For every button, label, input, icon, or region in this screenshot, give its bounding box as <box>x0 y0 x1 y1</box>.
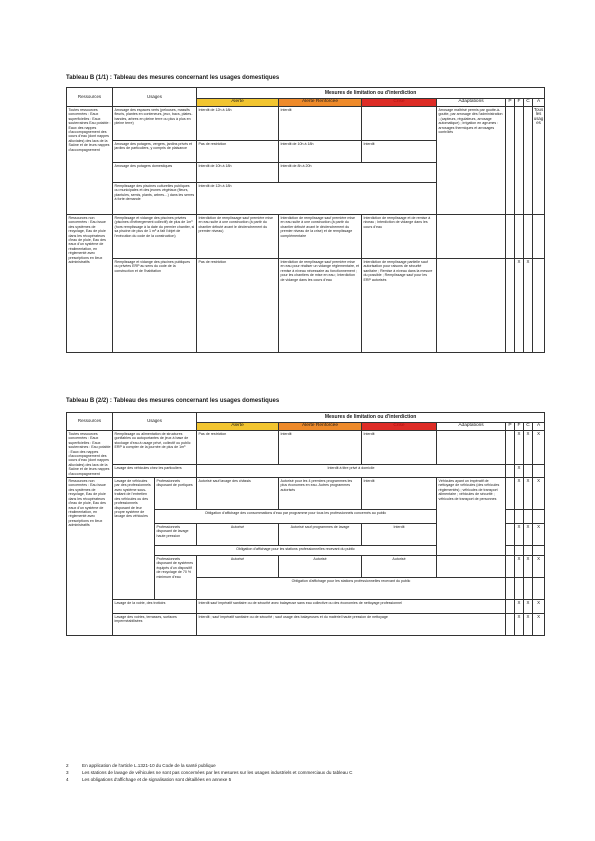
f-mark: X <box>515 259 524 353</box>
alerte-cell: Autorisé sauf lavage des châssis <box>197 478 279 510</box>
alerte-cell: Interdit de 12h à 18h <box>197 107 279 141</box>
a-mark <box>533 510 545 524</box>
ressources-cell: Toutes ressources concernées : Eaux superficielles : Eaux souterraines : Eau potable : Eaux des nappes d'accompagnement des cours d'eau (dont nappes alluviales) des lacs de la Saône et de leurs nappes d'accompagnement <box>67 431 113 478</box>
c-mark <box>524 578 533 600</box>
ressources-non-concernees-cell: Ressources non concernées : Eau issue des systèmes de recyclage, Eau de pluie dans les récupérateurs d'eau de pluie, Eau des eaux d'un système de réalimentation, en réglementé avec prescriptions en lieux administratifs <box>67 215 113 353</box>
p-mark <box>506 510 515 524</box>
header-ressources: Ressources <box>67 413 113 431</box>
table-1-title: Tableau B (1/1) : Tableau des mesures concernant les usages domestiques <box>66 75 280 81</box>
p-mark <box>506 556 515 578</box>
table-1 <box>66 87 545 353</box>
a-mark <box>533 464 545 477</box>
c-mark: X <box>524 524 533 546</box>
header-adaptations: Adaptations <box>437 423 506 431</box>
a-mark <box>533 215 545 259</box>
usage-cell: Lavage des véhicules chez les particuliers <box>113 464 197 477</box>
alerte-renforcee-cell: Interdit de 10h à 18h <box>279 141 362 163</box>
p-mark <box>506 431 515 465</box>
header-alerte-renforcee: Alerte Renforcée <box>279 99 362 107</box>
alerte-cell: Obligation d'affichage des consommations d'eau par programme pour tous les professionnels concernés au public <box>155 510 437 524</box>
a-mark: X <box>533 556 545 578</box>
p-mark <box>506 478 515 510</box>
header-p: P <box>506 423 515 431</box>
table-row <box>67 259 545 353</box>
f-mark: X <box>515 524 524 546</box>
crise-cell: Interdit <box>362 141 437 163</box>
header-a: A <box>533 423 545 431</box>
c-mark <box>524 546 533 556</box>
a-mark: X <box>533 600 545 614</box>
header-ressources: Ressources <box>67 88 113 107</box>
a-mark: Tous les usages <box>533 107 545 215</box>
footnotes <box>66 762 544 783</box>
usage-cell: Arrosage des potagers domestiques <box>113 163 197 183</box>
header-alerte: Alerte <box>197 99 279 107</box>
table-2 <box>66 412 545 636</box>
usage-cell: Lavage de véhicules par des professionnels avec système sous-traitant de l'entretien des véhicules ou des professionnels disposant de leur propre système de lavage des véhicules <box>113 478 155 600</box>
table-row <box>67 478 545 510</box>
header-a: A <box>533 99 545 107</box>
alerte-renforcee-cell: Autorisé <box>279 556 362 578</box>
alerte-cell: Interdit de 12h à 18h <box>197 183 437 215</box>
usage-cell: Remplissage et vidange des piscines publiques ou privées ERP au sens du code de la construction et de l'habitation <box>113 259 197 353</box>
a-mark: X <box>533 431 545 465</box>
adaptations-cell: Véhicules ayant un impératif de nettoyage de véhicules (des véhicules réglementés) ; véhicules de transport alimentaire ; véhicules de sécurité ; véhicules de transport de personnes <box>437 478 506 556</box>
usage-cell: Remplissage et vidange des piscines privées (piscines d'hébergement collectif) de plus de 1m³ (hors remplissage à la date du premier chantier, si sa piscine de plus de 1 m³ a fait l'objet de l'exécution du code de la construction) <box>113 215 197 259</box>
a-mark: X <box>533 524 545 546</box>
p-mark <box>506 259 515 353</box>
c-mark: X <box>524 478 533 510</box>
usage-subcell: Professionnels disposant de lavage haute pression <box>155 524 197 546</box>
alerte-renforcee-cell: Interdit <box>279 431 362 465</box>
adaptations-cell <box>437 556 506 578</box>
c-mark <box>524 215 533 259</box>
alerte-cell: Obligation d'affichage pour les stations professionnelles recevant du public <box>155 546 437 556</box>
alerte-cell: Autorisé <box>197 556 279 578</box>
alerte-cell: Interdit de 10h à 18h <box>197 163 279 183</box>
usage-cell: Arrosage des espaces verts (pelouses, massifs fleuris, plantes en conteneurs, jeux, bacs, plates-bandes, arbres en pleine terre ou plus à plus en pleine terre) <box>113 107 197 141</box>
c-mark: X <box>524 556 533 578</box>
table-row <box>67 614 545 636</box>
f-mark <box>515 578 524 600</box>
table-row <box>67 215 545 259</box>
header-f: F <box>515 99 524 107</box>
c-mark <box>524 510 533 524</box>
footnote: 2 En application de l'article L.1321-10 du Code de la santé publique <box>66 763 216 768</box>
header-p: P <box>506 99 515 107</box>
alerte-renforcee-cell: Interdit de 8h à 20h <box>279 163 437 183</box>
usage-cell: Lavage de la voirie, des trottoirs <box>113 600 197 614</box>
a-mark: X <box>533 478 545 510</box>
alerte-cell: Pas de restriction <box>197 141 279 163</box>
p-mark <box>506 600 515 614</box>
table-row <box>67 464 545 477</box>
table-2-title: Tableau B (2/2) : Tableau des mesures concernant les usages domestiques <box>66 398 280 404</box>
table-row <box>67 107 545 141</box>
header-crise: Crise <box>362 423 437 431</box>
footnote: 4 Les obligations d'affichage et de signalisation sont détaillées en annexe 5 <box>66 777 232 782</box>
p-mark <box>506 614 515 636</box>
alerte-cell: Interdit sauf impératif sanitaire ou de sécurité avec balayeuse sans eau collective ou des économies de nettoyage professionnel <box>197 600 506 614</box>
table-row <box>67 600 545 614</box>
c-mark: X <box>524 431 533 465</box>
usage-subcell: Professionnels disposant de systèmes équipés d'un dispositif de recyclage de 70 % minimum d'eau <box>155 556 197 600</box>
f-mark: X <box>515 478 524 510</box>
alerte-cell: Pas de restriction <box>197 259 279 353</box>
crise-cell: Interdit <box>362 431 437 465</box>
crise-cell: Autorisé <box>362 556 437 578</box>
header-usages: Usages <box>113 88 197 107</box>
f-mark: X <box>515 464 524 477</box>
c-mark: X <box>524 600 533 614</box>
header-alerte: Alerte <box>197 423 279 431</box>
alerte-renforcee-cell: Autorisé sauf programmes de lavage <box>279 524 362 546</box>
p-mark <box>506 546 515 556</box>
c-mark: X <box>524 259 533 353</box>
alerte-cell: Pas de restriction <box>197 431 279 465</box>
a-mark <box>533 259 545 353</box>
p-mark <box>506 524 515 546</box>
alerte-renforcee-cell: Autorisé pour les 4 premiers programmes les plus économes en eau. Autres programmes autorisés <box>279 478 362 510</box>
header-mesures: Mesures de limitation ou d'interdiction <box>197 413 545 423</box>
f-mark: X <box>515 614 524 636</box>
crise-cell: Interdit <box>362 478 437 510</box>
f-mark <box>515 107 524 215</box>
alerte-cell: Interdiction de remplissage sauf première mise en eau suite à une construction (à partir du chantier débuté avant le déclenchement du premier niveau) <box>197 215 279 259</box>
crise-cell: Interdiction de remplissage et de remise à niveau ; Interdiction de vidange dans les cours d'eau <box>362 215 437 259</box>
alerte-cell: Obligation d'affichage pour les stations professionnelles recevant du public <box>197 578 506 600</box>
usage-cell: Lavage des voiries, terrasses, surfaces imperméabilisées <box>113 614 197 636</box>
table-row <box>67 431 545 465</box>
alerte-cell: Interdit ; sauf impératif sanitaire ou de sécurité ; sauf usage des balayeuses et du matériel haute pression de nettoyage <box>197 614 506 636</box>
ressources-non-concernees-cell: Ressources non concernées : Eau issue des systèmes de recyclage, Eau de pluie dans les récupérateurs d'eau de pluie, Eau des eaux d'un système de réalimentation, en réglementé avec prescriptions en lieux administratifs <box>67 478 113 636</box>
p-mark <box>506 215 515 259</box>
c-mark <box>524 107 533 215</box>
c-mark <box>524 464 533 477</box>
p-mark <box>506 464 515 477</box>
alerte-renforcee-cell: Interdiction de remplissage sauf première mise en eau suite à une construction (à partir du chantier débuté avant le déclenchement du premier niveau de la crise) et de remplissage complémentaire <box>279 215 362 259</box>
header-c: C <box>524 423 533 431</box>
alerte-cell: Autorisé <box>197 524 279 546</box>
adaptations-cell <box>437 431 506 465</box>
usage-cell: Remplissage ou alimentation de structures gonflables ou autoportantes de jeux à base de stockage d'eau à usage privé, collectif ou public ERP à compter de la journée de plus de 1m³ <box>113 431 197 465</box>
usage-cell: Arrosage des potagers, vergers, jardins privés et jardins de particuliers, y compris de plaisance <box>113 141 197 163</box>
header-f: F <box>515 423 524 431</box>
f-mark: X <box>515 600 524 614</box>
f-mark: X <box>515 431 524 465</box>
usage-cell: Remplissage des piscines culturelles publiques ou municipales et des jeunes végétaux (fleurs, plantules, semis, plants, arbres…) dans les serres à forte demande <box>113 183 197 215</box>
f-mark <box>515 546 524 556</box>
a-mark <box>533 578 545 600</box>
adaptations-cell: Arrosage maîtrisé permis par goutte-à-goutte, par arrosage dès l'administration ; (capteurs, régulateurs, arrosage automatique) ; irrigation en agrumes : arrosages thermiques et arrosages contrôlés <box>437 107 506 215</box>
ressources-cell: Toutes ressources concernées : Eaux superficielles : Eaux souterraines Eau potable : Eaux des nappes d'accompagnement des cours d'eau (dont nappes alluviales) des lacs de la Saône et de leurs nappes d'accompagnement <box>67 107 113 215</box>
f-mark <box>515 510 524 524</box>
p-mark <box>506 578 515 600</box>
c-mark: X <box>524 614 533 636</box>
f-mark <box>515 215 524 259</box>
footnote: 3 Les stations de lavage de véhicules ne sont pas concernées par les mesures sur les usages industriels et commerciaux du tableau C <box>66 770 353 775</box>
header-mesures: Mesures de limitation ou d'interdiction <box>197 88 545 99</box>
header-c: C <box>524 99 533 107</box>
crise-cell: Interdiction de remplissage partielle sauf autorisation pour raisons de sécurité sanitaire ; Remise à niveau dans la mesure du possible ; Remplissage sauf pour les ERP autorisés <box>362 259 437 353</box>
a-mark: X <box>533 614 545 636</box>
alerte-renforcee-cell: Interdiction de remplissage sauf première mise en eau pour réaliser un vidange réglementaire, et remise à niveau nécessaire au fonctionnement ; pour les chantiers de mise en eau ; Interdiction de vidange dans les cours d'eau <box>279 259 362 353</box>
p-mark <box>506 107 515 215</box>
header-alerte-renforcee: Alerte Renforcée <box>279 423 362 431</box>
adaptations-cell <box>437 259 506 353</box>
usage-subcell: Professionnels disposant de portiques <box>155 478 197 510</box>
f-mark: X <box>515 556 524 578</box>
header-crise: Crise <box>362 99 437 107</box>
crise-cell: Interdit <box>362 524 437 546</box>
alerte-renforcee-cell: Interdit <box>279 107 362 141</box>
header-usages: Usages <box>113 413 197 431</box>
alerte-cell: Interdit à titre privé à domicile <box>197 464 506 477</box>
crise-cell <box>362 107 437 141</box>
header-adaptations: Adaptations <box>437 99 506 107</box>
a-mark <box>533 546 545 556</box>
